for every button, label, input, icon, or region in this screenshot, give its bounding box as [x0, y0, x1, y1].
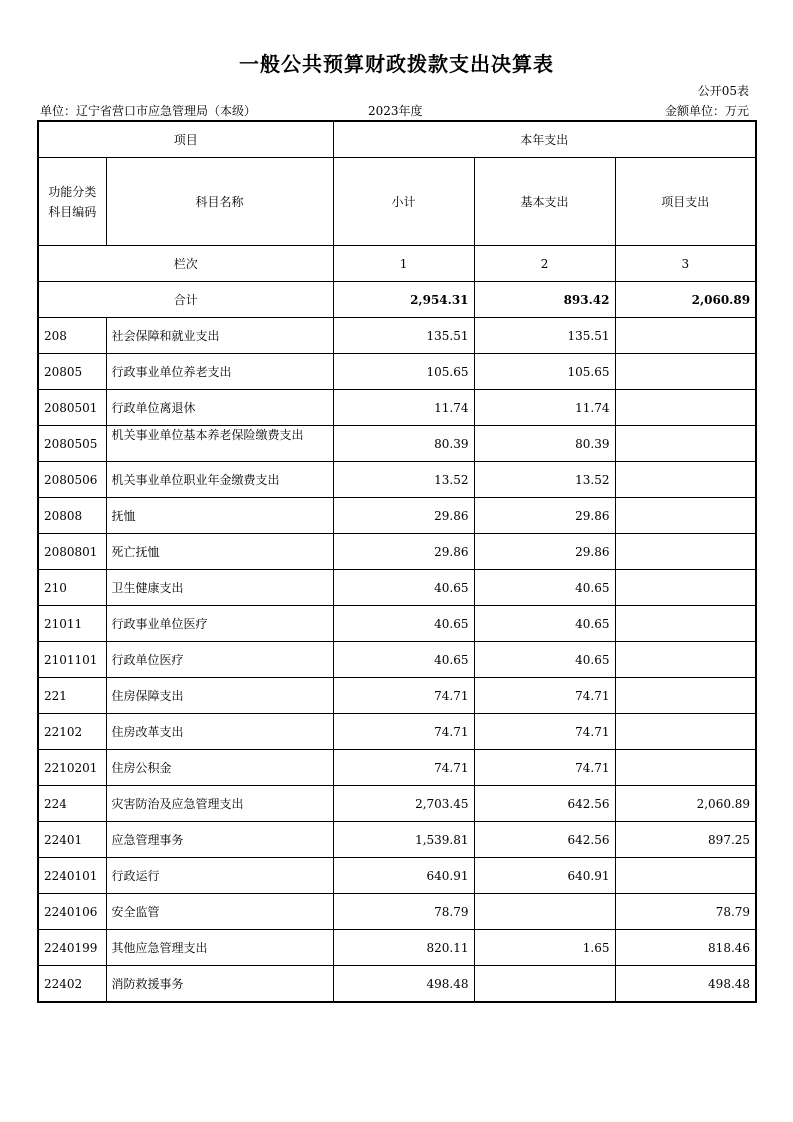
row-code: 2240106: [38, 894, 106, 930]
row-subject-name: 灾害防治及应急管理支出: [106, 786, 333, 822]
row-project: [615, 426, 756, 462]
row-subject-name: 行政单位医疗: [106, 642, 333, 678]
row-subject-name: 抚恤: [106, 498, 333, 534]
row-code: 2101101: [38, 642, 106, 678]
table-row: [38, 426, 756, 462]
row-basic: 1.65: [474, 930, 615, 966]
table-row: [38, 498, 756, 534]
header-subject-name: 科目名称: [106, 158, 333, 246]
row-subtotal: 80.39: [333, 426, 474, 462]
table-row: [38, 534, 756, 570]
row-subject-name: 住房公积金: [106, 750, 333, 786]
row-subject-name: 死亡抚恤: [106, 534, 333, 570]
row-code: 2210201: [38, 750, 106, 786]
header-current-year: 本年支出: [333, 121, 756, 158]
year-label: 2023年度: [368, 104, 423, 118]
row-basic: [474, 966, 615, 1003]
row-code: 2080505: [38, 426, 106, 462]
expenditure-table: [37, 120, 757, 1003]
row-subtotal: 40.65: [333, 606, 474, 642]
row-basic: 80.39: [474, 426, 615, 462]
row-project: [615, 318, 756, 354]
row-code: 221: [38, 678, 106, 714]
table-row: [38, 894, 756, 930]
row-basic: 40.65: [474, 570, 615, 606]
row-basic: 74.71: [474, 714, 615, 750]
row-project: [615, 750, 756, 786]
row-subtotal: 2,703.45: [333, 786, 474, 822]
table-row: [38, 750, 756, 786]
row-code: 20808: [38, 498, 106, 534]
row-basic: 74.71: [474, 750, 615, 786]
header-project-exp: 项目支出: [615, 158, 756, 246]
row-code: 2080801: [38, 534, 106, 570]
row-project: 78.79: [615, 894, 756, 930]
row-subtotal: 498.48: [333, 966, 474, 1003]
table-row: [38, 966, 756, 1003]
column-number-1: 1: [333, 246, 474, 282]
row-subtotal: 640.91: [333, 858, 474, 894]
page-title: 一般公共预算财政拨款支出决算表: [239, 52, 554, 76]
row-project: [615, 354, 756, 390]
row-subtotal: 29.86: [333, 498, 474, 534]
row-project: [615, 462, 756, 498]
row-project: [615, 570, 756, 606]
table-row: [38, 390, 756, 426]
row-subtotal: 74.71: [333, 750, 474, 786]
header-subtotal: 小计: [333, 158, 474, 246]
row-code: 208: [38, 318, 106, 354]
row-basic: 29.86: [474, 534, 615, 570]
row-project: [615, 390, 756, 426]
row-project: 498.48: [615, 966, 756, 1003]
row-project: [615, 498, 756, 534]
total-row: [38, 282, 756, 318]
row-subject-name: 安全监管: [106, 894, 333, 930]
table-row: [38, 462, 756, 498]
row-code: 22402: [38, 966, 106, 1003]
row-basic: 40.65: [474, 606, 615, 642]
table-row: [38, 570, 756, 606]
column-number-2: 2: [474, 246, 615, 282]
table-row: [38, 786, 756, 822]
row-subject-name: 消防救援事务: [106, 966, 333, 1003]
row-basic: 642.56: [474, 786, 615, 822]
row-code: 2240101: [38, 858, 106, 894]
row-code: 21011: [38, 606, 106, 642]
row-basic: 40.65: [474, 642, 615, 678]
row-subtotal: 11.74: [333, 390, 474, 426]
row-project: 897.25: [615, 822, 756, 858]
row-subtotal: 74.71: [333, 714, 474, 750]
row-project: [615, 606, 756, 642]
table-row: [38, 354, 756, 390]
row-subject-name: 应急管理事务: [106, 822, 333, 858]
row-subject-name: 住房改革支出: [106, 714, 333, 750]
table-row: [38, 858, 756, 894]
header-basic: 基本支出: [474, 158, 615, 246]
row-project: [615, 714, 756, 750]
header-row-2: [38, 158, 756, 246]
row-basic: 13.52: [474, 462, 615, 498]
row-code: 22102: [38, 714, 106, 750]
row-subtotal: 820.11: [333, 930, 474, 966]
row-subtotal: 40.65: [333, 570, 474, 606]
header-project: 项目: [38, 121, 333, 158]
row-basic: 29.86: [474, 498, 615, 534]
meta-line: [40, 102, 749, 118]
row-project: 2,060.89: [615, 786, 756, 822]
row-subtotal: 135.51: [333, 318, 474, 354]
total-project: 2,060.89: [615, 282, 756, 318]
table-row: [38, 714, 756, 750]
row-subtotal: 1,539.81: [333, 822, 474, 858]
total-subtotal: 2,954.31: [333, 282, 474, 318]
row-project: [615, 534, 756, 570]
row-code: 20805: [38, 354, 106, 390]
header-func-code: 功能分类科目编码: [38, 158, 106, 246]
row-subtotal: 105.65: [333, 354, 474, 390]
row-subject-name: 行政运行: [106, 858, 333, 894]
table-row: [38, 318, 756, 354]
row-code: 2240199: [38, 930, 106, 966]
row-subject-name: 行政单位离退休: [106, 390, 333, 426]
row-project: [615, 642, 756, 678]
row-subject-name: 行政事业单位医疗: [106, 606, 333, 642]
row-subject-name: [106, 426, 333, 462]
row-basic: 642.56: [474, 822, 615, 858]
row-subtotal: 29.86: [333, 534, 474, 570]
row-subtotal: 78.79: [333, 894, 474, 930]
row-basic: [474, 894, 615, 930]
row-subtotal: 74.71: [333, 678, 474, 714]
unit-label: 单位：辽宁省营口市应急管理局（本级）: [40, 104, 257, 118]
row-code: 224: [38, 786, 106, 822]
total-label: 合计: [38, 282, 333, 318]
row-basic: 74.71: [474, 678, 615, 714]
header-row-1: [38, 121, 756, 158]
row-code: 2080506: [38, 462, 106, 498]
row-subject-name: 行政事业单位养老支出: [106, 354, 333, 390]
row-project: [615, 858, 756, 894]
row-code: 22401: [38, 822, 106, 858]
row-basic: 105.65: [474, 354, 615, 390]
column-number-label: 栏次: [38, 246, 333, 282]
total-basic: 893.42: [474, 282, 615, 318]
row-subject-name: 其他应急管理支出: [106, 930, 333, 966]
row-subject-name-text: 机关事业单位基本养老保险缴费支出: [111, 427, 304, 442]
column-number-row: [38, 246, 756, 282]
table-row: [38, 678, 756, 714]
row-subject-name: 社会保障和就业支出: [106, 318, 333, 354]
row-code: 2080501: [38, 390, 106, 426]
row-subject-name: 机关事业单位职业年金缴费支出: [106, 462, 333, 498]
row-subtotal: 40.65: [333, 642, 474, 678]
column-number-3: 3: [615, 246, 756, 282]
row-project: 818.46: [615, 930, 756, 966]
row-basic: 135.51: [474, 318, 615, 354]
form-number: 公开05表: [697, 84, 749, 98]
table-row: [38, 606, 756, 642]
table-row: [38, 822, 756, 858]
money-unit-label: 金额单位：万元: [664, 104, 749, 118]
row-project: [615, 678, 756, 714]
table-row: [38, 930, 756, 966]
row-subtotal: 13.52: [333, 462, 474, 498]
table-row: [38, 642, 756, 678]
row-subject-name: 住房保障支出: [106, 678, 333, 714]
row-basic: 640.91: [474, 858, 615, 894]
row-code: 210: [38, 570, 106, 606]
row-basic: 11.74: [474, 390, 615, 426]
row-subject-name: 卫生健康支出: [106, 570, 333, 606]
